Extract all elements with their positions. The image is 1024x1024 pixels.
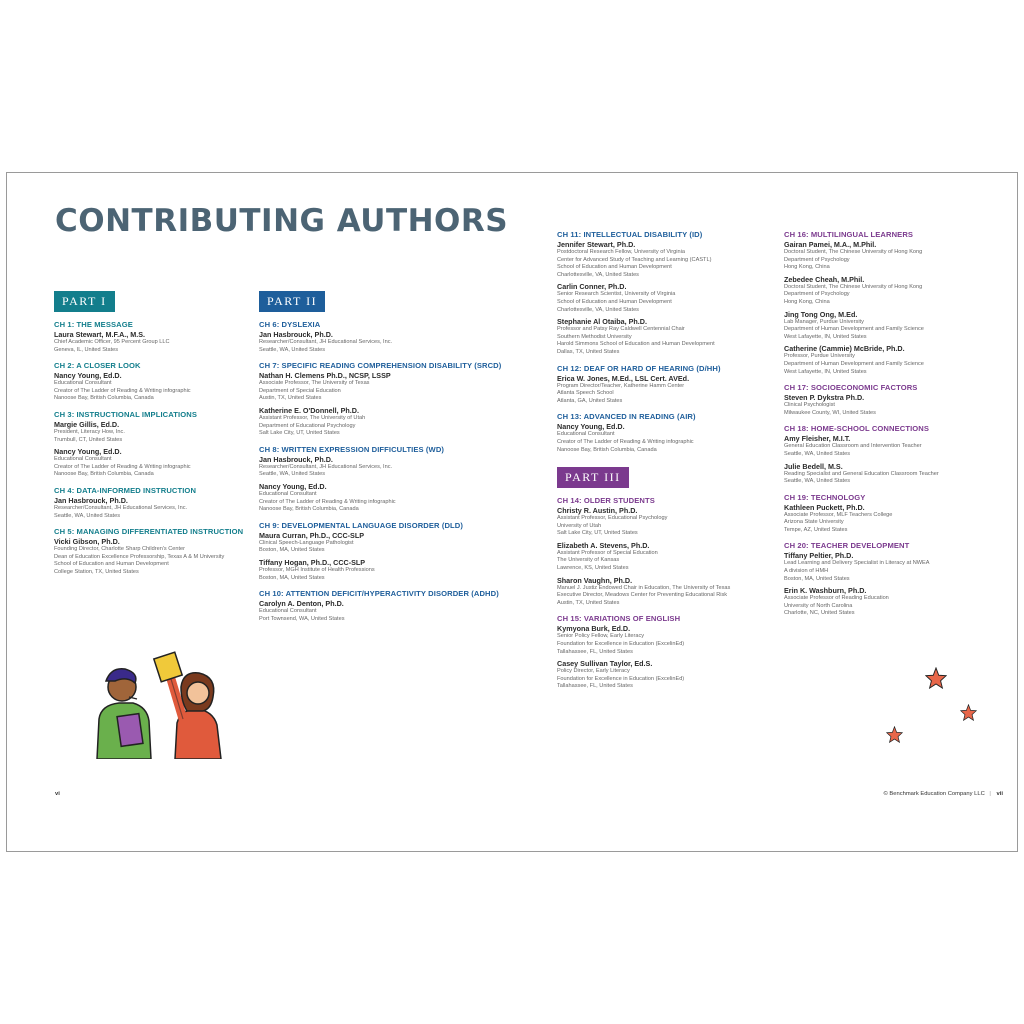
author-entry xyxy=(784,434,1006,458)
left-page-number: vi xyxy=(55,791,60,797)
author-affiliation: Center for Advanced Study of Teaching and Learning (CASTL) xyxy=(557,256,712,263)
author-affiliation: President, Literacy How, Inc. xyxy=(54,428,125,435)
author-affiliation: Geneva, IL, United States xyxy=(54,346,119,353)
author-affiliation: Department of Educational Psychology xyxy=(259,422,356,429)
author-name: Nancy Young, Ed.D. xyxy=(557,422,625,432)
author-affiliation: Nanoose Bay, British Columbia, Canada xyxy=(259,506,359,513)
author-affiliation: Professor and Patsy Ray Caldwell Centennial Chair xyxy=(557,326,685,333)
author-affiliation: Nanoose Bay, British Columbia, Canada xyxy=(557,446,657,453)
author-affiliation: West Lafayette, IN, United States xyxy=(784,368,867,375)
author-name: Tiffany Peltier, Ph.D. xyxy=(784,551,854,561)
author-affiliation: Seattle, WA, United States xyxy=(54,512,121,519)
chapter-block xyxy=(557,364,777,406)
author-name: Nancy Young, Ed.D. xyxy=(54,371,122,381)
author-affiliation: Austin, TX, United States xyxy=(259,395,322,402)
author-name: Nathan H. Clemens Ph.D., NCSP, LSSP xyxy=(259,371,391,381)
star-icon xyxy=(886,726,903,743)
author-affiliation: University of Utah xyxy=(557,522,602,529)
author-affiliation: Salt Lake City, UT, United States xyxy=(557,530,638,537)
author-name: Tiffany Hogan, Ph.D., CCC-SLP xyxy=(259,557,366,567)
chapter-title: CH 15: VARIATIONS OF ENGLISH xyxy=(557,614,681,624)
author-entry xyxy=(557,624,777,656)
chapter-title: CH 7: SPECIFIC READING COMPREHENSION DISABILITY (SRCD) xyxy=(259,361,502,371)
author-affiliation: Hong Kong, China xyxy=(784,264,830,271)
author-affiliation: Professor, MGH Institute of Health Professions xyxy=(259,566,375,573)
chapter-title: CH 12: DEAF OR HARD OF HEARING (D/HH) xyxy=(557,363,721,373)
author-entry xyxy=(784,503,1006,535)
author-affiliation: Nanoose Bay, British Columbia, Canada xyxy=(54,395,154,402)
author-affiliation: Reading Specialist and General Education Classroom Teacher xyxy=(784,470,939,477)
author-affiliation: Educational Consultant xyxy=(259,490,317,497)
author-affiliation: Charlottesville, VA, United States xyxy=(557,271,639,278)
author-affiliation: Seattle, WA, United States xyxy=(784,450,851,457)
author-affiliation: Tallahassee, FL, United States xyxy=(557,648,633,655)
author-affiliation: Researcher/Consultant, JH Educational Services, Inc. xyxy=(259,463,393,470)
author-affiliation: Foundation for Excellence in Education (ExcelinEd) xyxy=(557,641,685,648)
author-name: Erin K. Washburn, Ph.D. xyxy=(784,586,867,596)
author-affiliation: Manuel J. Justiz Endowed Chair in Education, The University of Texas xyxy=(557,584,731,591)
author-affiliation: The University of Kansas xyxy=(557,557,620,564)
author-affiliation: Lab Manager, Purdue University xyxy=(784,318,864,325)
chapter-block xyxy=(784,383,1006,417)
author-name: Steven P. Dykstra Ph.D. xyxy=(784,393,865,403)
author-entry xyxy=(557,282,777,314)
chapter-block xyxy=(259,521,499,582)
author-name: Elizabeth A. Stevens, Ph.D. xyxy=(557,540,650,550)
author-affiliation: Professor, Purdue University xyxy=(784,353,855,360)
chapter-title: CH 18: HOME-SCHOOL CONNECTIONS xyxy=(784,424,930,434)
author-affiliation: Creator of The Ladder of Reading & Writing infographic xyxy=(54,463,191,470)
author-name: Jan Hasbrouck, Ph.D. xyxy=(259,454,333,464)
author-affiliation: Program Director/Teacher, Katherine Hamm Center xyxy=(557,382,685,389)
author-affiliation: Arizona State University xyxy=(784,519,844,526)
author-affiliation: Seattle, WA, United States xyxy=(259,471,326,478)
author-entry xyxy=(557,506,777,538)
author-entry xyxy=(259,455,499,479)
author-affiliation: Department of Psychology xyxy=(784,256,850,263)
author-affiliation: Department of Psychology xyxy=(784,291,850,298)
author-entry xyxy=(784,586,1006,618)
author-entry xyxy=(784,310,1006,342)
author-entry xyxy=(259,406,499,438)
author-affiliation: Atlanta, GA, United States xyxy=(557,397,623,404)
author-affiliation: Educational Consultant xyxy=(54,456,112,463)
column-part-2-continued xyxy=(557,230,777,698)
chapter-block xyxy=(54,486,250,520)
author-affiliation: Researcher/Consultant, JH Educational Services, Inc. xyxy=(259,339,393,345)
author-affiliation: Austin, TX, United States xyxy=(557,599,620,606)
author-affiliation: Senior Research Scientist, University of Virginia xyxy=(557,291,676,298)
author-affiliation: Hong Kong, China xyxy=(784,298,830,305)
author-affiliation: Tempe, AZ, United States xyxy=(784,526,848,533)
author-name: Nancy Young, Ed.D. xyxy=(54,447,122,457)
author-entry xyxy=(54,420,250,444)
author-name: Amy Fleisher, M.I.T. xyxy=(784,434,851,444)
author-affiliation: Doctoral Student, The Chinese University of Hong Kong xyxy=(784,249,923,255)
chapter-block xyxy=(784,230,1006,376)
author-affiliation: Associate Professor of Reading Education xyxy=(784,595,889,602)
chapter-block xyxy=(259,361,502,438)
author-entry xyxy=(259,371,499,403)
chapter-title: CH 1: THE MESSAGE xyxy=(54,320,133,329)
author-affiliation: Port Townsend, WA, United States xyxy=(259,615,345,622)
author-entry xyxy=(54,330,250,354)
author-name: Casey Sullivan Taylor, Ed.S. xyxy=(557,659,653,669)
author-name: Gairan Pamei, M.A., M.Phil. xyxy=(784,240,877,249)
chapter-block xyxy=(784,493,1006,535)
part-2-label: PART II xyxy=(259,291,325,312)
author-name: Jan Hasbrouck, Ph.D. xyxy=(259,330,333,339)
chapter-block xyxy=(54,410,250,479)
author-entry xyxy=(54,496,250,520)
author-name: Zebedee Cheah, M.Phil. xyxy=(784,274,865,284)
students-reading-illustration xyxy=(89,649,239,759)
author-name: Kymyona Burk, Ed.D. xyxy=(557,624,631,634)
author-entry xyxy=(54,447,250,479)
author-affiliation: Nanoose Bay, British Columbia, Canada xyxy=(54,471,154,478)
author-affiliation: Salt Lake City, UT, United States xyxy=(259,430,340,437)
chapter-block xyxy=(557,230,777,357)
author-affiliation: Harold Simmons School of Education and Human Development xyxy=(557,341,715,348)
part-3-label: PART III xyxy=(557,467,629,488)
author-affiliation: Dallas, TX, United States xyxy=(557,348,620,355)
author-entry xyxy=(784,240,1006,272)
chapter-block xyxy=(54,361,250,403)
footer-right xyxy=(884,791,1003,797)
author-name: Carlin Conner, Ph.D. xyxy=(557,282,627,292)
author-affiliation: Trumbull, CT, United States xyxy=(54,436,123,443)
author-affiliation: Clinical Psychologist xyxy=(784,402,835,409)
author-affiliation: Lawrence, KS, United States xyxy=(557,565,629,572)
author-affiliation: Charlottesville, VA, United States xyxy=(557,306,639,313)
author-affiliation: Foundation for Excellence in Education (ExcelinEd) xyxy=(557,675,685,682)
author-name: Stephanie Al Otaiba, Ph.D. xyxy=(557,317,647,327)
author-entry xyxy=(784,275,1006,307)
author-entry xyxy=(557,659,777,691)
author-entry xyxy=(259,599,499,623)
author-affiliation: University of North Carolina xyxy=(784,602,853,609)
chapter-title: CH 17: SOCIOECONOMIC FACTORS xyxy=(784,383,918,393)
author-affiliation: School of Education and Human Development xyxy=(54,561,169,568)
chapter-title: CH 19: TECHNOLOGY xyxy=(784,492,866,502)
author-name: Jennifer Stewart, Ph.D. xyxy=(557,240,636,249)
author-affiliation: Boston, MA, United States xyxy=(784,575,850,582)
column-part-3-continued xyxy=(784,230,1006,625)
author-affiliation: Educational Consultant xyxy=(259,608,317,615)
author-entry xyxy=(557,240,777,279)
part-1-label: PART I xyxy=(54,291,115,312)
author-affiliation: Founding Director, Charlotte Sharp Children's Center xyxy=(54,546,186,553)
author-affiliation: Creator of The Ladder of Reading & Writing infographic xyxy=(557,438,694,445)
author-affiliation: Assistant Professor of Special Education xyxy=(557,549,658,556)
author-affiliation: Atlanta Speech School xyxy=(557,390,614,397)
author-affiliation: A division of HMH xyxy=(784,568,829,575)
author-entry xyxy=(557,422,777,454)
footer-separator: | xyxy=(989,791,991,797)
author-affiliation: Department of Human Development and Family Science xyxy=(784,326,924,333)
author-name: Laura Stewart, M.F.A., M.S. xyxy=(54,330,146,339)
column-part-2 xyxy=(259,291,502,630)
author-name: Julie Bedell, M.S. xyxy=(784,461,843,471)
author-affiliation: West Lafayette, IN, United States xyxy=(784,333,867,340)
author-affiliation: School of Education and Human Development xyxy=(557,264,672,271)
chapter-title: CH 9: DEVELOPMENTAL LANGUAGE DISORDER (DLD) xyxy=(259,520,463,530)
author-name: Christy R. Austin, Ph.D. xyxy=(557,506,638,516)
author-affiliation: Department of Human Development and Family Science xyxy=(784,360,924,367)
author-affiliation: Creator of The Ladder of Reading & Writing infographic xyxy=(259,498,396,505)
author-affiliation: Boston, MA, United States xyxy=(259,547,325,554)
author-entry xyxy=(784,393,1006,417)
author-affiliation: Seattle, WA, United States xyxy=(259,346,326,353)
author-entry xyxy=(54,537,250,576)
star-icon xyxy=(960,704,977,721)
author-affiliation: Assistant Professor, The University of Utah xyxy=(259,414,366,421)
author-name: Sharon Vaughn, Ph.D. xyxy=(557,575,633,585)
author-name: Carolyn A. Denton, Ph.D. xyxy=(259,599,344,609)
author-affiliation: Associate Professor, The University of Texas xyxy=(259,380,370,387)
page-title: CONTRIBUTING AUTHORS xyxy=(55,203,509,239)
author-entry xyxy=(784,462,1006,486)
author-name: Jing Tong Ong, M.Ed. xyxy=(784,309,858,319)
chapter-title: CH 13: ADVANCED IN READING (AIR) xyxy=(557,412,696,422)
author-affiliation: Associate Professor, MLF Teachers College xyxy=(784,511,893,518)
author-affiliation: Southern Methodist University xyxy=(557,333,632,340)
author-entry xyxy=(259,330,499,354)
author-affiliation: Executive Director, Meadows Center for Preventing Educational Risk xyxy=(557,592,728,599)
chapter-title: CH 10: ATTENTION DEFICIT/HYPERACTIVITY DISORDER (ADHD) xyxy=(259,589,499,599)
author-affiliation: Educational Consultant xyxy=(557,431,615,438)
author-entry xyxy=(557,374,777,406)
chapter-title: CH 20: TEACHER DEVELOPMENT xyxy=(784,541,910,551)
chapter-title: CH 11: INTELLECTUAL DISABILITY (ID) xyxy=(557,230,703,239)
author-entry xyxy=(557,317,777,356)
copyright-text: © Benchmark Education Company LLC xyxy=(883,791,985,797)
author-name: Catherine (Cammie) McBride, Ph.D. xyxy=(784,344,905,354)
chapter-block xyxy=(54,320,250,354)
star-icon xyxy=(925,667,947,689)
chapter-block xyxy=(557,412,777,454)
author-affiliation: Chief Academic Officer, 95 Percent Group LLC xyxy=(54,339,170,345)
author-entry xyxy=(557,576,777,608)
author-affiliation: College Station, TX, United States xyxy=(54,568,139,575)
author-affiliation: Lead Learning and Delivery Specialist in Literacy at NWEA xyxy=(784,560,930,567)
chapter-title: CH 3: INSTRUCTIONAL IMPLICATIONS xyxy=(54,409,197,419)
chapter-block xyxy=(259,445,499,514)
author-name: Margie Gillis, Ed.D. xyxy=(54,419,120,429)
author-affiliation: Creator of The Ladder of Reading & Writing infographic xyxy=(54,387,191,394)
author-affiliation: Senior Policy Fellow, Early Literacy xyxy=(557,633,645,640)
chapter-block xyxy=(259,589,499,623)
chapter-block xyxy=(557,614,777,691)
author-name: Maura Curran, Ph.D., CCC-SLP xyxy=(259,530,365,540)
author-affiliation: Seattle, WA, United States xyxy=(784,478,851,485)
chapter-block xyxy=(54,527,250,576)
author-affiliation: Dean of Education Excellence Professorship, Texas A & M University xyxy=(54,553,225,560)
author-affiliation: General Education Classroom and Intervention Teacher xyxy=(784,443,922,450)
book-spread xyxy=(6,172,1018,852)
author-affiliation: Boston, MA, United States xyxy=(259,574,325,581)
author-affiliation: Tallahassee, FL, United States xyxy=(557,683,633,690)
author-affiliation: Researcher/Consultant, JH Educational Services, Inc. xyxy=(54,504,188,511)
author-affiliation: Doctoral Student, The Chinese University of Hong Kong xyxy=(784,283,923,290)
author-name: Erica W. Jones, M.Ed., LSL Cert. AVEd. xyxy=(557,373,690,383)
author-affiliation: Policy Director, Early Literacy xyxy=(557,668,630,675)
author-entry xyxy=(259,482,499,514)
chapter-title: CH 2: A CLOSER LOOK xyxy=(54,361,141,371)
chapter-block xyxy=(259,320,499,354)
author-affiliation: Educational Consultant xyxy=(54,380,112,387)
author-name: Kathleen Puckett, Ph.D. xyxy=(784,502,865,512)
column-part-1 xyxy=(54,291,250,584)
chapter-title: CH 14: OLDER STUDENTS xyxy=(557,496,655,506)
author-affiliation: Department of Special Education xyxy=(259,387,341,394)
author-affiliation: Clinical Speech-Language Pathologist xyxy=(259,539,354,546)
author-name: Jan Hasbrouck, Ph.D. xyxy=(54,495,128,505)
chapter-block xyxy=(784,424,1006,485)
author-name: Nancy Young, Ed.D. xyxy=(259,481,327,491)
chapter-title: CH 4: DATA-INFORMED INSTRUCTION xyxy=(54,485,197,495)
author-affiliation: Milwaukee County, WI, United States xyxy=(784,409,876,416)
author-entry xyxy=(784,344,1006,376)
author-affiliation: Assistant Professor, Educational Psychology xyxy=(557,515,668,522)
author-entry xyxy=(54,371,250,403)
chapter-title: CH 8: WRITTEN EXPRESSION DIFFICULTIES (WD) xyxy=(259,444,445,454)
author-entry xyxy=(259,531,499,555)
chapter-block xyxy=(784,541,1006,618)
author-name: Katherine E. O'Donnell, Ph.D. xyxy=(259,405,359,415)
author-affiliation: Charlotte, NC, United States xyxy=(784,610,855,617)
author-affiliation: Postdoctoral Research Fellow, University of Virginia xyxy=(557,249,685,255)
author-affiliation: School of Education and Human Development xyxy=(557,298,672,305)
chapter-title: CH 5: MANAGING DIFFERENTIATED INSTRUCTION xyxy=(54,527,244,537)
chapter-block xyxy=(557,496,777,607)
right-page-number: vii xyxy=(996,791,1003,797)
author-name: Vicki Gibson, Ph.D. xyxy=(54,537,120,547)
chapter-title: CH 6: DYSLEXIA xyxy=(259,320,321,329)
chapter-title: CH 16: MULTILINGUAL LEARNERS xyxy=(784,230,914,239)
author-entry xyxy=(557,541,777,573)
author-entry xyxy=(784,551,1006,583)
author-entry xyxy=(259,558,499,582)
